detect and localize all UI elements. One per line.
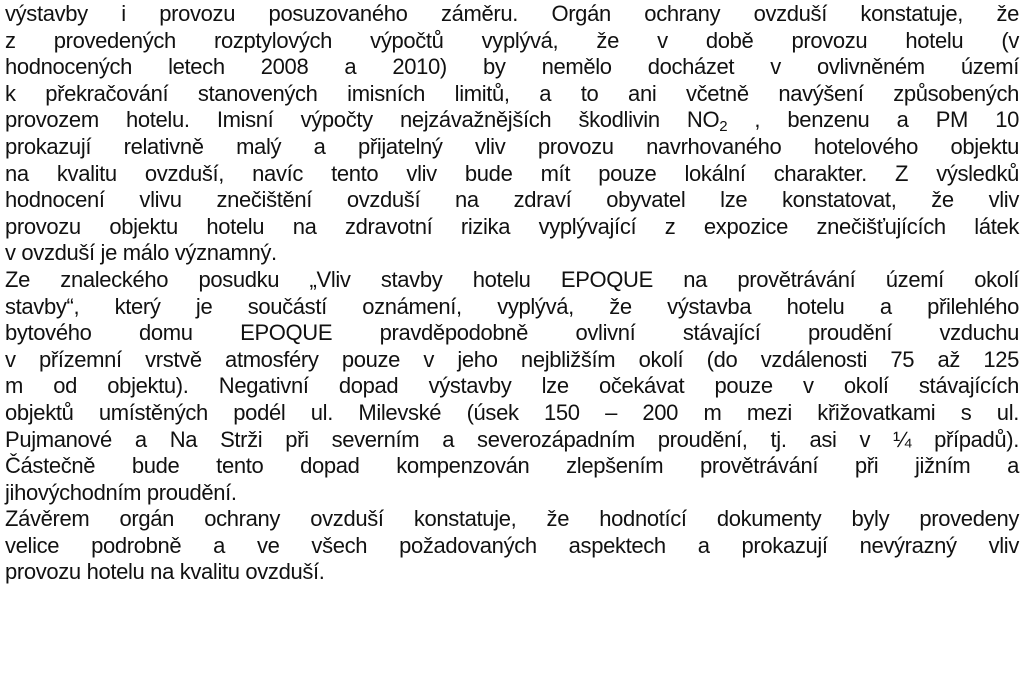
text-segment: , benzenu a PM 10 xyxy=(727,107,1019,133)
text-line: bytového domu EPOQUE pravděpodobně ovlivní stávající proudění vzduchu xyxy=(5,320,1019,346)
text-segment: provozem hotelu. Imisní výpočty nejzávažnějších škodlivin NO xyxy=(5,107,720,133)
text-line: k překračování stanovených imisních limitů, a to ani včetně navýšení způsobených xyxy=(5,80,1019,106)
text-line: hodnocených letech 2008 a 2010) by nemělo docházet v ovlivněném území xyxy=(5,54,1019,80)
document-page xyxy=(5,1,1019,586)
text-line: jihovýchodním proudění. xyxy=(5,479,237,505)
text-line: v přízemní vrstvě atmosféry pouze v jeho nejbližším okolí (do vzdálenosti 75 až 125 xyxy=(5,346,1019,372)
text-line: Pujmanové a Na Strži při severním a severozápadním proudění, tj. asi v ¼ případů). xyxy=(5,426,1019,452)
text-line: na kvalitu ovzduší, navíc tento vliv bude mít pouze lokální charakter. Z výsledků xyxy=(5,160,1019,186)
text-line: provozu hotelu na kvalitu ovzduší. xyxy=(5,559,325,585)
text-line xyxy=(5,107,1019,134)
text-line: velice podrobně a ve všech požadovaných aspektech a prokazují nevýrazný vliv xyxy=(5,532,1019,558)
text-line: z provedených rozptylových výpočtů vyplývá, že v době provozu hotelu (v xyxy=(5,27,1019,53)
text-line: Závěrem orgán ochrany ovzduší konstatuje, že hodnotící dokumenty byly provedeny xyxy=(5,506,1019,532)
text-line: výstavby i provozu posuzovaného záměru. Orgán ochrany ovzduší konstatuje, že xyxy=(5,1,1019,26)
text-line: hodnocení vlivu znečištění ovzduší na zdraví obyvatel lze konstatovat, že vliv xyxy=(5,187,1019,213)
text-line: Ze znaleckého posudku „Vliv stavby hotelu EPOQUE na provětrávání území okolí xyxy=(5,266,1019,292)
text-line: stavby“, který je součástí oznámení, vyplývá, že výstavba hotelu a přilehlého xyxy=(5,293,1019,319)
text-line: v ovzduší je málo významný. xyxy=(5,240,277,266)
text-line: objektů umístěných podél ul. Milevské (úsek 150 – 200 m mezi křižovatkami s ul. xyxy=(5,399,1019,425)
text-line: prokazují relativně malý a přijatelný vliv provozu navrhovaného hotelového objektu xyxy=(5,133,1019,159)
text-line: Částečně bude tento dopad kompenzován zlepšením provětrávání při jižním a xyxy=(5,453,1019,479)
text-line: provozu objektu hotelu na zdravotní rizika vyplývající z expozice znečišťujících látek xyxy=(5,213,1019,239)
subscript: 2 xyxy=(719,118,728,136)
text-line: m od objektu). Negativní dopad výstavby lze očekávat pouze v okolí stávajících xyxy=(5,373,1019,399)
